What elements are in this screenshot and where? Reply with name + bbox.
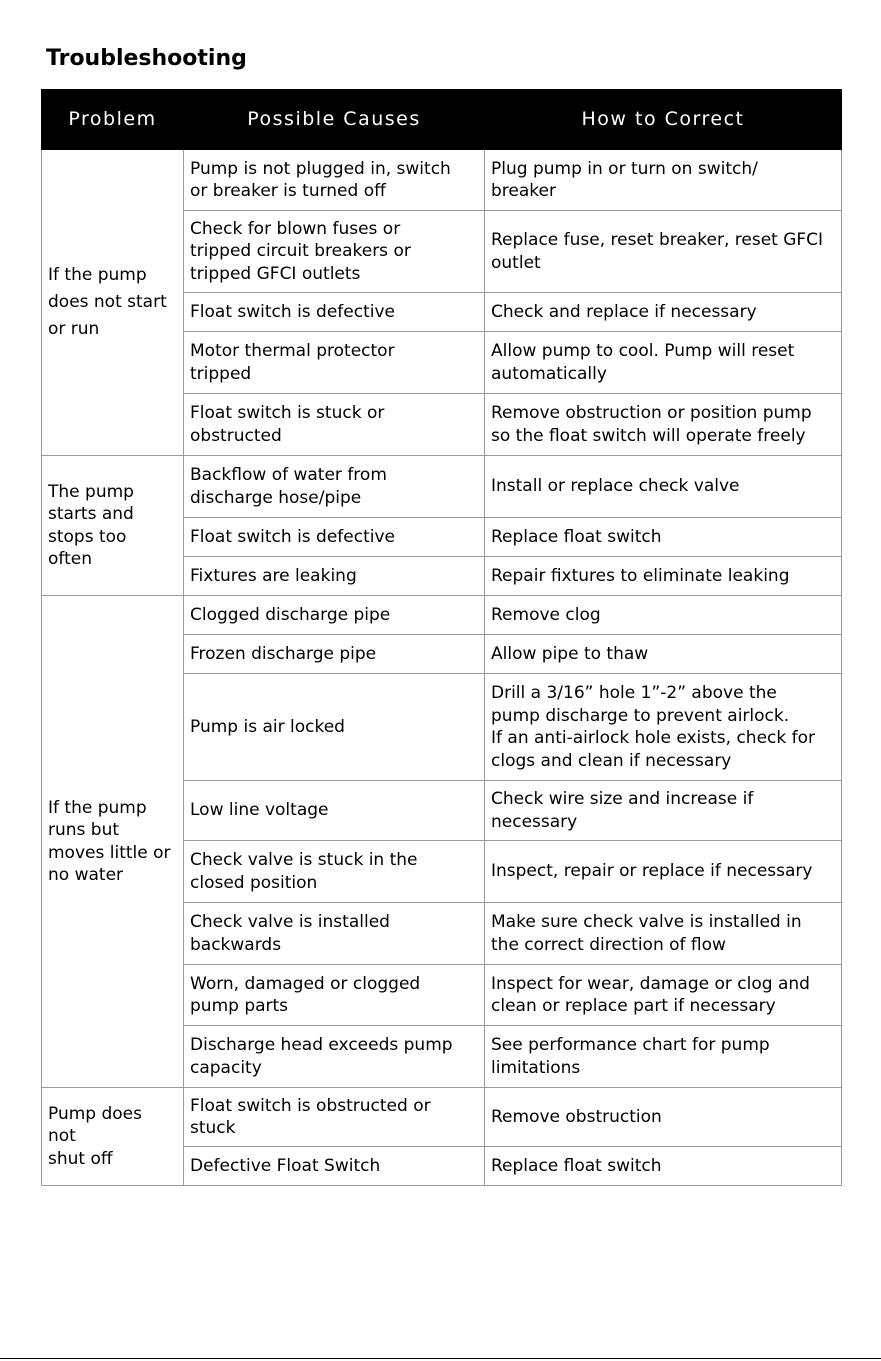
cause-cell: Pump is not plugged in, switch or breaker is turned off — [184, 150, 485, 211]
correction-cell: Install or replace check valve — [485, 456, 842, 518]
header-problem: Problem — [42, 90, 184, 150]
table-row — [42, 456, 842, 518]
cause-cell: Check valve is stuck in the closed position — [184, 841, 485, 903]
correction-cell: Replace float switch — [485, 518, 842, 557]
cause-cell: Motor thermal protector tripped — [184, 332, 485, 394]
correction-cell: Inspect, repair or replace if necessary — [485, 841, 842, 903]
cause-cell: Float switch is stuck or obstructed — [184, 394, 485, 456]
problem-cell: If the pump does not start or run — [42, 150, 184, 456]
table-row — [42, 150, 842, 211]
cause-cell: Frozen discharge pipe — [184, 635, 485, 674]
correction-cell: See performance chart for pump limitations — [485, 1026, 842, 1088]
cause-cell: Pump is air locked — [184, 674, 485, 781]
cause-cell: Backflow of water from discharge hose/pipe — [184, 456, 485, 518]
header-possible-causes: Possible Causes — [184, 90, 485, 150]
cause-cell: Clogged discharge pipe — [184, 596, 485, 635]
table-row — [42, 1088, 842, 1147]
correction-cell: Check wire size and increase if necessary — [485, 781, 842, 841]
cause-cell: Low line voltage — [184, 781, 485, 841]
correction-cell: Replace fuse, reset breaker, reset GFCI outlet — [485, 211, 842, 293]
cause-cell: Fixtures are leaking — [184, 557, 485, 596]
correction-cell: Remove obstruction — [485, 1088, 842, 1147]
correction-cell: Repair fixtures to eliminate leaking — [485, 557, 842, 596]
correction-cell: Inspect for wear, damage or clog and clean or replace part if necessary — [485, 965, 842, 1026]
header-row — [42, 90, 842, 150]
problem-cell: Pump does not shut off — [42, 1088, 184, 1186]
cause-cell: Float switch is defective — [184, 293, 485, 332]
cause-cell: Float switch is defective — [184, 518, 485, 557]
correction-cell: Replace float switch — [485, 1147, 842, 1186]
page-title: Troubleshooting — [46, 46, 247, 71]
bottom-rule — [0, 1358, 881, 1359]
table-body — [42, 150, 842, 1186]
table-row — [42, 596, 842, 635]
correction-cell: Allow pipe to thaw — [485, 635, 842, 674]
problem-cell: The pump starts and stops too often — [42, 456, 184, 596]
correction-cell: Plug pump in or turn on switch/ breaker — [485, 150, 842, 211]
correction-cell: Check and replace if necessary — [485, 293, 842, 332]
cause-cell: Worn, damaged or clogged pump parts — [184, 965, 485, 1026]
correction-cell: Allow pump to cool. Pump will reset automatically — [485, 332, 842, 394]
problem-cell: If the pump runs but moves little or no water — [42, 596, 184, 1088]
cause-cell: Float switch is obstructed or stuck — [184, 1088, 485, 1147]
cause-cell: Check for blown fuses or tripped circuit breakers or tripped GFCI outlets — [184, 211, 485, 293]
cause-cell: Discharge head exceeds pump capacity — [184, 1026, 485, 1088]
cause-cell: Check valve is installed backwards — [184, 903, 485, 965]
cause-cell: Defective Float Switch — [184, 1147, 485, 1186]
correction-cell: Make sure check valve is installed in the correct direction of flow — [485, 903, 842, 965]
correction-cell: Remove clog — [485, 596, 842, 635]
header-how-to-correct: How to Correct — [485, 90, 842, 150]
correction-cell: Remove obstruction or position pump so the float switch will operate freely — [485, 394, 842, 456]
troubleshooting-table — [41, 89, 842, 1186]
correction-cell: Drill a 3/16” hole 1”-2” above the pump discharge to prevent airlock. If an anti-airlock hole exists, check for clogs and clean if necessary — [485, 674, 842, 781]
